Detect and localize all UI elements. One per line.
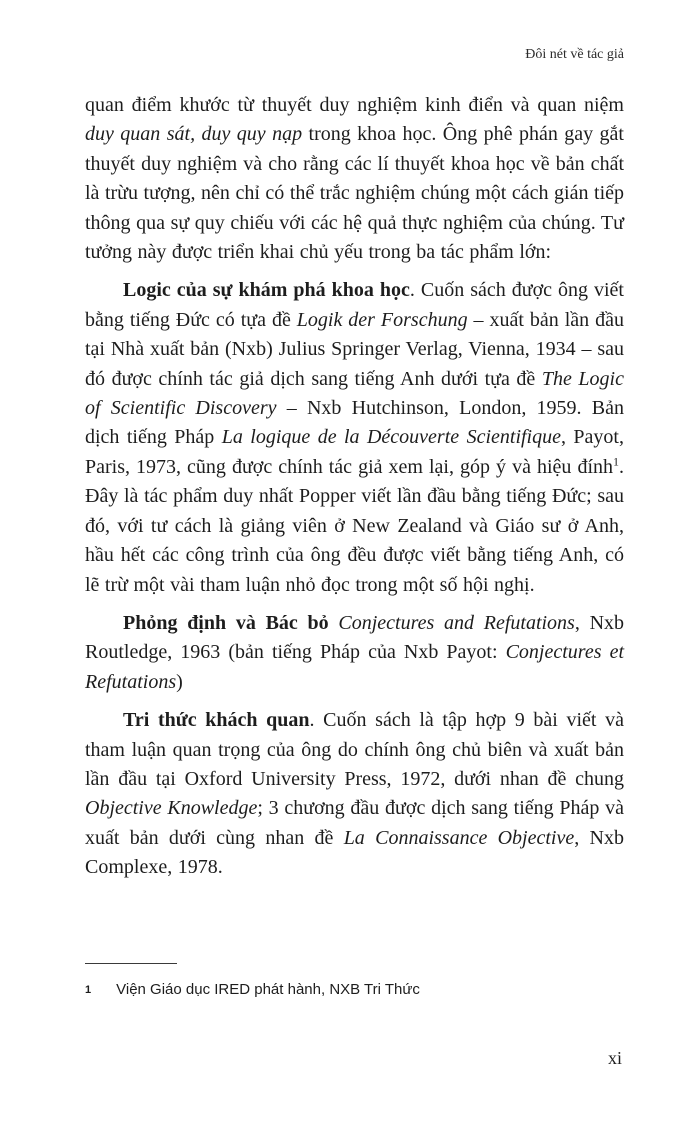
text-run: – Nxb Hutchinson, London, 1959. Bản dịch tiếng Pháp xyxy=(85,397,625,449)
running-header: Đôi nét về tác giả xyxy=(525,47,624,62)
footnote-marker: 1 xyxy=(85,984,92,996)
text-run: trong khoa học. Ông phê phán gay gắt thuyết duy nghiệm và cho rằng các lí thuyết khoa học về bản chất là trừu tượng, nên chỉ có thể trắc nghiệm chúng một cách gián tiếp thông qua sự quy chiếu với các hệ quả thực nghiệm của chúng. Tư tưởng này được triển khai chủ yếu trong ba tác phẩm lớn: xyxy=(85,123,624,264)
text-run: Logic của sự khám phá khoa học xyxy=(123,279,410,302)
text-run: Conjectures et Refutations xyxy=(85,641,625,693)
paragraph xyxy=(85,91,624,267)
body-paragraphs xyxy=(85,91,624,883)
text-run xyxy=(329,612,339,634)
footnote-reference: 1 xyxy=(613,454,619,469)
footnote-text: Viện Giáo dục IRED phát hành, NXB Tri Thức xyxy=(116,981,420,998)
text-run: – xuất bản lần đầu tại Nhà xuất bản (Nxb) Julius Springer Verlag, Vienna, 1934 – sau đó được chính tác giả dịch sang tiếng Anh dưới tựa đề xyxy=(85,308,624,390)
text-run: Objective Knowledge xyxy=(85,797,258,820)
paragraph xyxy=(85,609,624,697)
text-run: quan điểm khước từ thuyết duy nghiệm kinh điển và quan niệm xyxy=(85,94,624,116)
paragraph xyxy=(85,706,624,882)
footnote-area xyxy=(85,963,624,1000)
text-run: ; 3 chương đầu được dịch sang tiếng Pháp và xuất bản dưới cùng nhan đề xyxy=(85,797,624,849)
text-run: Conjectures and Refutations xyxy=(338,611,575,634)
page-number: xi xyxy=(607,1048,622,1068)
text-run: Phỏng định và Bác bỏ xyxy=(123,611,329,634)
text-run: Tri thức khách quan xyxy=(123,709,310,732)
text-run: The Logic of Scientific Discovery xyxy=(85,367,624,420)
text-run: Logik der Forschung xyxy=(296,308,468,331)
text-run: La Connaissance Objective xyxy=(343,826,575,849)
text-run: duy quan sát, duy quy nạp xyxy=(85,123,303,146)
text-run: , Nxb Routledge, 1963 (bản tiếng Pháp của Nxb Payot: xyxy=(85,611,625,664)
footnote-divider xyxy=(85,963,177,964)
text-run: , Payot, Paris, 1973, cũng được chính tác giả xem lại, góp ý và hiệu đính xyxy=(85,426,624,478)
text-run: . Cuốn sách được ông viết bằng tiếng Đức có tựa đề xyxy=(85,279,624,331)
paragraph xyxy=(85,276,624,599)
text-run: , Nxb Complexe, 1978. xyxy=(85,826,624,879)
text-run: La logique de la Découverte Scientifique xyxy=(221,426,561,449)
text-run: . Cuốn sách là tập hợp 9 bài viết và tham luận quan trọng của ông do chính ông chủ biên và xuất bản lần đầu tại Oxford University Press, 1972, dưới nhan đề chung xyxy=(85,709,624,790)
text-run: . Đây là tác phẩm duy nhất Popper viết lần đầu bằng tiếng Đức; sau đó, với tư cách là giảng viên ở New Zealand và Giáo sư ở Anh, hầu hết các công trình của ông đều được viết bằng tiếng Anh, có lẽ trừ một vài tham luận nhỏ đọc trong một số hội nghị. xyxy=(85,455,624,596)
footnote xyxy=(85,980,624,1000)
text-run: ) xyxy=(176,670,183,693)
